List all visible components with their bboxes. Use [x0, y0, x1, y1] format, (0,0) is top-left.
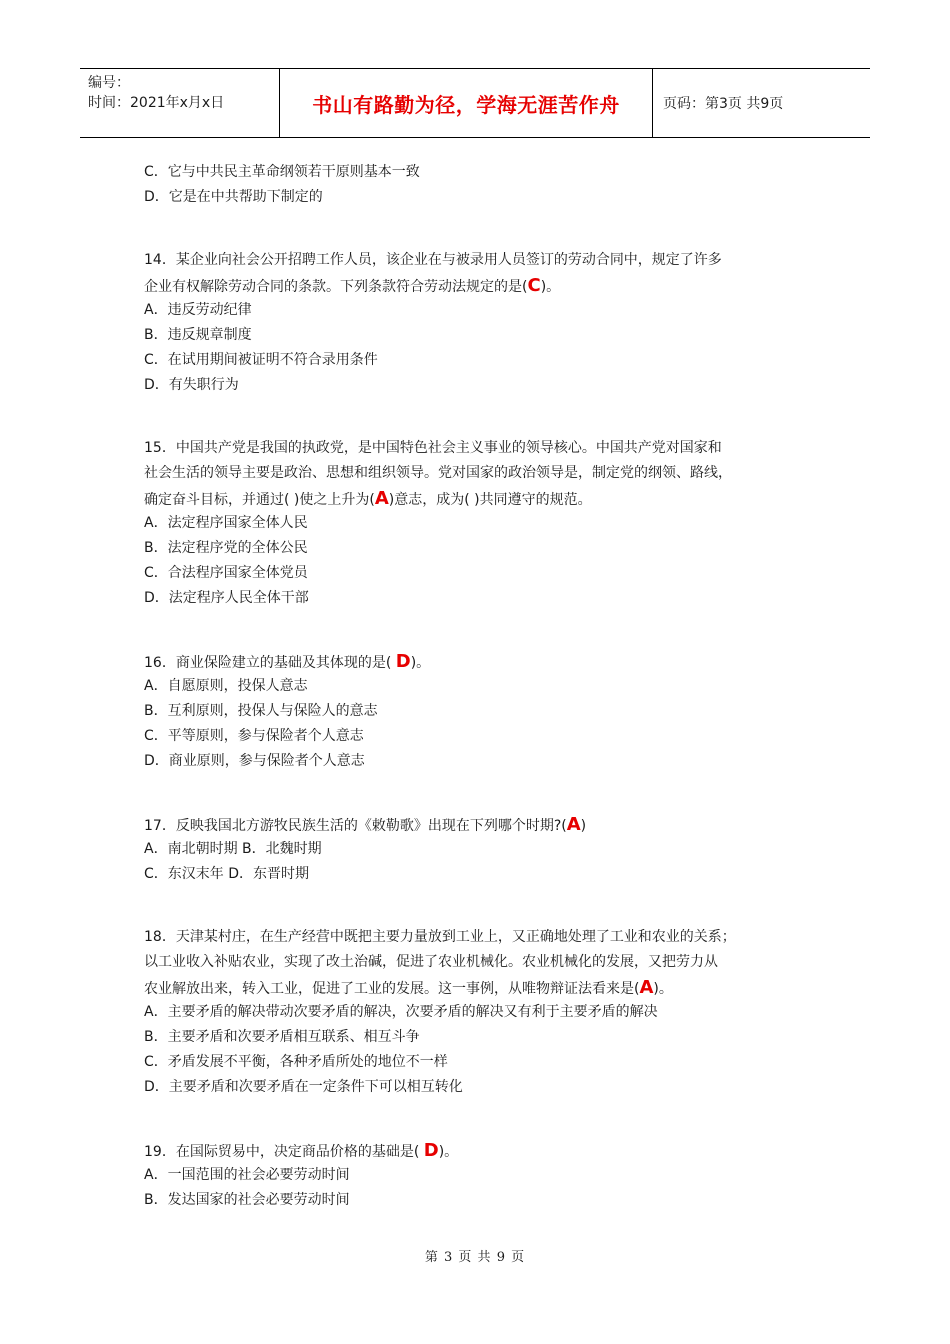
answer-mark: D: [423, 1140, 439, 1161]
answer-option: C．在试用期间被证明不符合录用条件: [144, 352, 378, 368]
question-stem-line: [144, 273, 824, 298]
document-number-label: 编号：: [88, 75, 130, 91]
answer-option: D．法定程序人民全体干部: [144, 590, 309, 606]
answer-mark: C: [527, 275, 541, 296]
answer-mark: A: [566, 814, 581, 835]
answer-option: C．它与中共民主革命纲领若干原则基本一致: [144, 164, 420, 180]
question-block: [144, 649, 824, 774]
answer-option: A．自愿原则，投保人意志: [144, 678, 308, 694]
stem-text-suffix: )。: [540, 279, 561, 295]
question-stem-line: [144, 950, 824, 975]
question-stem-line: [144, 1138, 824, 1163]
answer-mark: A: [374, 488, 389, 509]
question-block: [144, 1138, 824, 1213]
stem-text-suffix: )。: [438, 1144, 459, 1160]
stem-text: 社会生活的领导主要是政治、思想和组织领导。党对国家的政治领导是，制定党的纲领、路线，: [144, 465, 732, 481]
question-gap: [144, 398, 824, 436]
answer-option: B．违反规章制度: [144, 327, 252, 343]
answer-option: D．它是在中共帮助下制定的: [144, 189, 323, 205]
question-gap: [144, 210, 824, 248]
stem-text-suffix: ): [580, 818, 587, 834]
answer-option: C．平等原则，参与保险者个人意志: [144, 728, 364, 744]
question-gap: [144, 611, 824, 649]
stem-text: 企业有权解除劳动合同的条款。下列条款符合劳动法规定的是(: [144, 279, 528, 295]
answer-option: A．一国范围的社会必要劳动时间: [144, 1167, 350, 1183]
page-header: [80, 68, 870, 138]
answer-option: D．商业原则，参与保险者个人意志: [144, 753, 365, 769]
answer-option: D．主要矛盾和次要矛盾在一定条件下可以相互转化: [144, 1079, 463, 1095]
question-gap: [144, 774, 824, 812]
header-meta: [80, 69, 280, 137]
answer-option: A．法定程序国家全体人民: [144, 515, 308, 531]
stem-text: 19．在国际贸易中，决定商品价格的基础是(: [144, 1144, 424, 1160]
answer-option: C．东汉末年 D．东晋时期: [144, 866, 310, 882]
question-stem-line: [144, 812, 824, 837]
question-block: [144, 925, 824, 1100]
question-stem-line: [144, 248, 824, 273]
page-footer: 第 3 页 共 9 页: [424, 1250, 526, 1265]
stem-text: 农业解放出来，转入工业，促进了工业的发展。这一事例，从唯物辩证法看来是(: [144, 981, 640, 997]
question-stem-line: [144, 436, 824, 461]
answer-option: B．互利原则，投保人与保险人的意志: [144, 703, 378, 719]
answer-option: B．发达国家的社会必要劳动时间: [144, 1192, 350, 1208]
document-time-label: 时间：2021年x月x日: [88, 95, 225, 111]
answer-mark: D: [395, 651, 411, 672]
question-block: [144, 436, 824, 611]
header-motto: 书山有路勤为径，学海无涯苦作舟: [280, 69, 653, 137]
stem-text: 以工业收入补贴农业，实现了改土治碱，促进了农业机械化。农业机械化的发展，又把劳力从: [144, 954, 718, 970]
answer-option: B．主要矛盾和次要矛盾相互联系、相互斗争: [144, 1029, 420, 1045]
answer-option: A．主要矛盾的解决带动次要矛盾的解决，次要矛盾的解决又有利于主要矛盾的解决: [144, 1004, 658, 1020]
stem-text-suffix: )。: [653, 981, 673, 997]
question-list: [144, 160, 824, 1213]
stem-text: 16．商业保险建立的基础及其体现的是(: [144, 655, 396, 671]
question-block: [144, 812, 824, 887]
stem-text: 18．天津某村庄，在生产经营中既把主要力量放到工业上，又正确地处理了工业和农业的关系；: [144, 929, 736, 945]
header-page-label: 页码：第3页 共9页: [663, 96, 784, 112]
question-block: [144, 160, 824, 210]
question-stem-line: [144, 486, 824, 511]
question-block: [144, 248, 824, 398]
answer-option: B．法定程序党的全体公民: [144, 540, 308, 556]
answer-option: D．有失职行为: [144, 377, 239, 393]
question-stem-line: [144, 975, 824, 1000]
answer-mark: A: [639, 977, 654, 998]
question-gap: [144, 1100, 824, 1138]
question-stem-line: [144, 649, 824, 674]
question-stem-line: [144, 461, 824, 486]
answer-option: C．合法程序国家全体党员: [144, 565, 308, 581]
stem-text: 确定奋斗目标，并通过( )使之上升为(: [144, 492, 375, 508]
stem-text-suffix: )意志，成为( )共同遵守的规范。: [388, 492, 592, 508]
question-stem-line: [144, 925, 824, 950]
stem-text: 17．反映我国北方游牧民族生活的《敕勒歌》出现在下列哪个时期?(: [144, 818, 567, 834]
stem-text: 15．中国共产党是我国的执政党，是中国特色社会主义事业的领导核心。中国共产党对国家和: [144, 440, 722, 456]
answer-option: A．南北朝时期 B．北魏时期: [144, 841, 322, 857]
question-gap: [144, 887, 824, 925]
stem-text-suffix: )。: [410, 655, 431, 671]
answer-option: C．矛盾发展不平衡，各种矛盾所处的地位不一样: [144, 1054, 448, 1070]
answer-option: A．违反劳动纪律: [144, 302, 252, 318]
stem-text: 14．某企业向社会公开招聘工作人员，该企业在与被录用人员签订的劳动合同中，规定了许多: [144, 252, 722, 268]
